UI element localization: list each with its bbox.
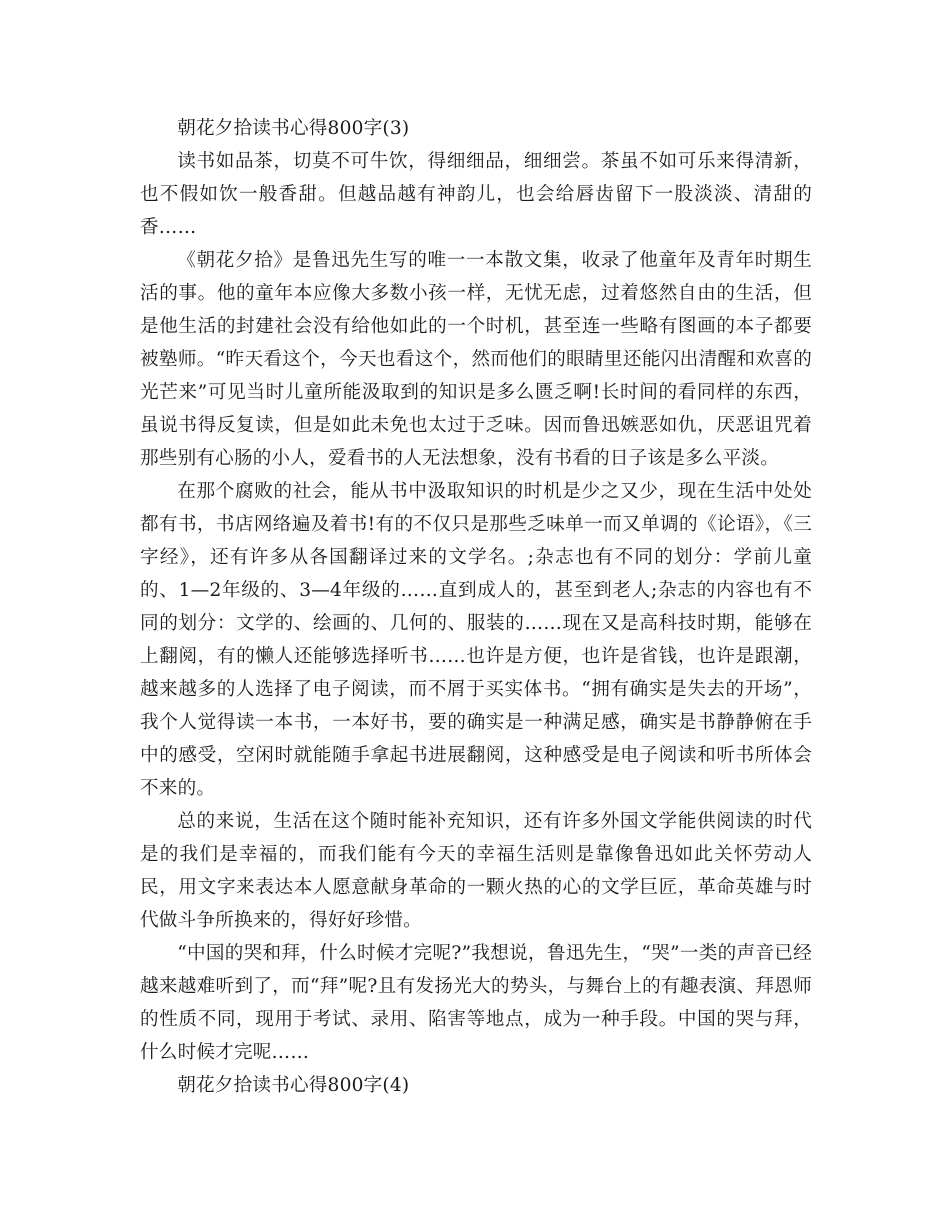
paragraph-lu-xun-childhood: 《朝花夕拾》是鲁迅先生写的唯一一本散文集，收录了他童年及青年时期生活的事。他的童年本应像大多数小孩一样，无忧无虑，过着悠然自由的生活，但是他生活的封建社会没有给他如此的一个时机，甚至连一些略有图画的本子都要被塾师。“昨天看这个，今天也看这个，然而他们的眼睛里还能闪出清醒和欢喜的光芒来”可见当时儿童所能汲取到的知识是多么匮乏啊!长时间的看同样的东西，虽说书得反复读，但是如此未免也太过于乏味。因而鲁迅嫉恶如仇，厌恶诅咒着那些别有心肠的小人，爱看书的人无法想象，没有书看的日子该是多么平淡。 bbox=[140, 250, 812, 469]
section-heading-3: 朝花夕拾读书心得800字(3) bbox=[177, 118, 410, 139]
paragraph-conclusion: 总的来说，生活在这个随时能补充知识，还有许多外国文学能供阅读的时代是的我们是幸福的，而我们能有今天的幸福生活则是靠像鲁迅如此关怀劳动人民，用文字来表达本人愿意献身革命的一颗火热的心的文学巨匠，革命英雄与时代做斗争所换来的，得好好珍惜。 bbox=[140, 811, 812, 931]
paragraph-tea-metaphor: 读书如品茶，切莫不可牛饮，得细细品，细细尝。茶虽不如可乐来得清新，也不假如饮一般香甜。但越品越有神韵儿，也会给唇齿留下一股淡淡、清甜的香…… bbox=[140, 151, 812, 238]
section-heading-4: 朝花夕拾读书心得800字(4) bbox=[177, 1075, 410, 1096]
document-body bbox=[140, 112, 812, 1102]
paragraph-modern-reading: 在那个腐败的社会，能从书中汲取知识的时机是少之又少，现在生活中处处都有书，书店网络遍及着书!有的不仅只是那些乏味单一而又单调的《论语》，《三字经》，还有许多从各国翻译过来的文学名。;杂志也有不同的划分：学前儿童的、1—2年级的、3—4年级的……直到成人的，甚至到老人;杂志的内容也有不同的划分：文学的、绘画的、几何的、服装的……现在又是高科技时期，能够在上翻阅，有的懒人还能够选择听书……也许是方便，也许是省钱，也许是跟潮，越来越多的人选择了电子阅读，而不屑于买实体书。“拥有确实是失去的开场”，我个人觉得读一本书，一本好书，要的确实是一种满足感，确实是书静静俯在手中的感受，空闲时就能随手拿起书进展翻阅，这种感受是电子阅读和听书所体会不来的。 bbox=[140, 481, 812, 799]
paragraph-crying-and-bowing: “中国的哭和拜，什么时候才完呢?”我想说，鲁迅先生，“哭”一类的声音已经越来越难听到了，而“拜”呢?且有发扬光大的势头，与舞台上的有趣表演、拜恩师的性质不同，现用于考试、录用、陷害等地点，成为一种手段。中国的哭与拜，什么时候才完呢…… bbox=[140, 943, 812, 1063]
